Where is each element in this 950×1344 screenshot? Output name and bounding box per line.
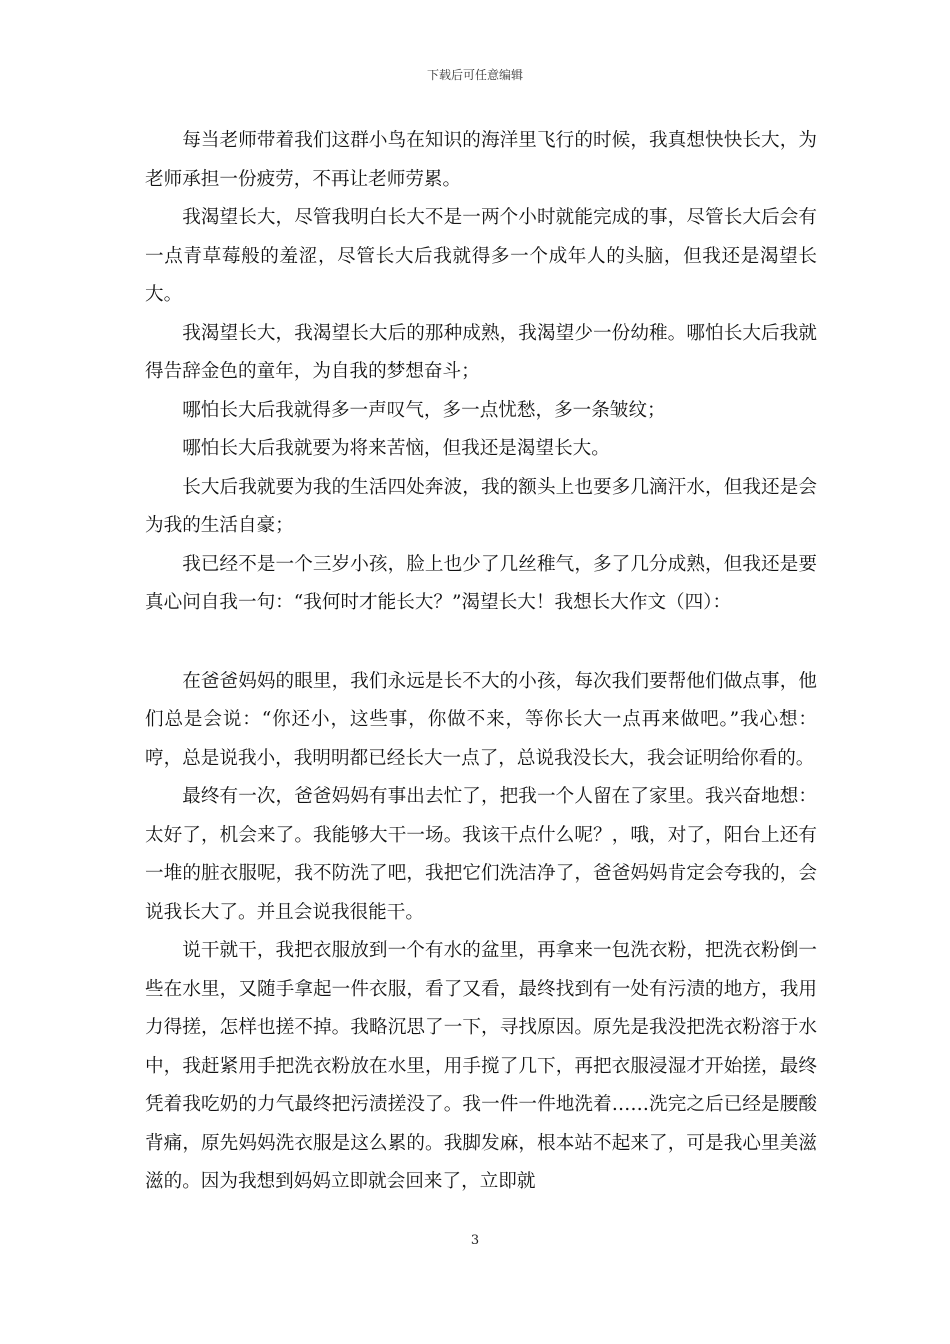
paragraph: 在爸爸妈妈的眼里，我们永远是长不大的小孩，每次我们要帮他们做点事，他们总是会说：“你还小，这些事，你做不来，等你长大一点再来做吧。”我心想：哼，总是说我小，我明明都已经长大一点了，总说我没长大，我会证明给你看的。 — [145, 670, 817, 769]
paragraph: 说干就干，我把衣服放到一个有水的盆里，再拿来一包洗衣粉，把洗衣粉倒一些在水里，又随手拿起一件衣服，看了又看，最终找到有一处有污渍的地方，我用力得搓，怎样也搓不掉。我略沉思了一下，寻找原因。原先是我没把洗衣粉溶于水中，我赶紧用手把洗衣粉放在水里，用手搅了几下，再把衣服浸湿才开始搓，最终凭着我吃奶的力气最终把污渍搓没了。我一件一件地洗着……洗完之后已经是腰酸背痛，原先妈妈洗衣服是这么累的。我脚发麻，根本站不起来了，可是我心里美滋滋的。因为我想到妈妈立即就会回来了，立即就 — [145, 940, 817, 1192]
paragraph: 我渴望长大，我渴望长大后的那种成熟，我渴望少一份幼稚。哪怕长大后我就得告辞金色的童年，为自我的梦想奋斗； — [145, 322, 817, 382]
paragraph: 长大后我就要为我的生活四处奔波，我的额头上也要多几滴汗水，但我还是会为我的生活自豪； — [145, 476, 817, 536]
document-body — [145, 122, 817, 1202]
page-number: 3 — [470, 1233, 480, 1248]
page-header: 下载后可任意编辑 — [426, 68, 523, 82]
paragraph: 我渴望长大，尽管我明白长大不是一两个小时就能完成的事，尽管长大后会有一点青草莓般的羞涩，尽管长大后我就得多一个成年人的头脑，但我还是渴望长大。 — [145, 207, 817, 305]
paragraph: 最终有一次，爸爸妈妈有事出去忙了，把我一个人留在了家里。我兴奋地想：太好了，机会来了。我能够大干一场。我该干点什么呢？，哦，对了，阳台上还有一堆的脏衣服呢，我不防洗了吧，我把它们洗洁净了，爸爸妈妈肯定会夸我的，会说我长大了。并且会说我很能干。 — [145, 786, 817, 923]
paragraph: 哪怕长大后我就要为将来苦恼，但我还是渴望长大。 — [182, 438, 610, 459]
paragraph: 哪怕长大后我就得多一声叹气，多一点忧愁，多一条皱纹； — [182, 399, 666, 421]
paragraph: 我已经不是一个三岁小孩，脸上也少了几丝稚气，多了几分成熟，但我还是要真心问自我一句：“我何时才能长大？”渴望长大！我想长大作文（四）： — [145, 553, 817, 613]
paragraph: 每当老师带着我们这群小鸟在知识的海洋里飞行的时候，我真想快快长大，为老师承担一份疲劳，不再让老师劳累。 — [145, 130, 817, 190]
